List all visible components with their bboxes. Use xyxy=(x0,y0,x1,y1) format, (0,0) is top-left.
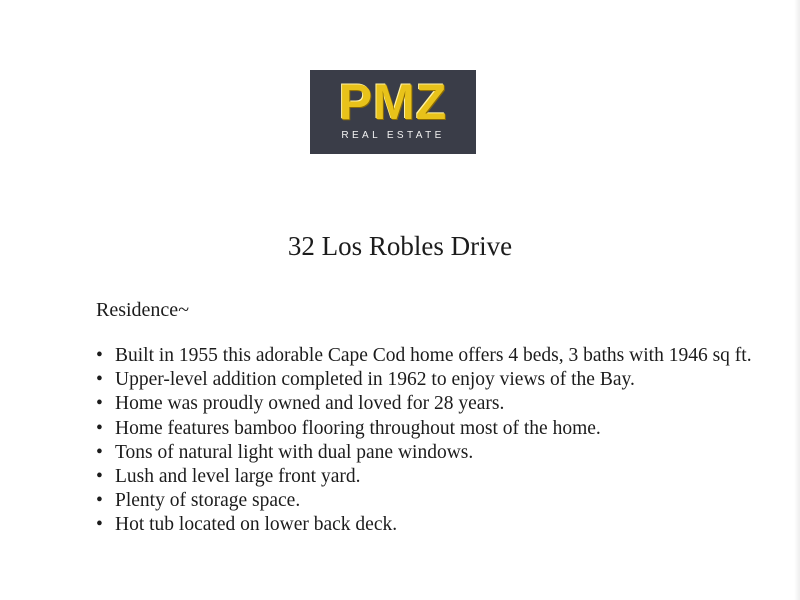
feature-text: Home was proudly owned and loved for 28 years. xyxy=(115,393,505,415)
list-item xyxy=(96,344,756,368)
list-item xyxy=(96,489,756,513)
section-label: Residence~ xyxy=(96,299,190,321)
feature-text: Built in 1955 this adorable Cape Cod home offers 4 beds, 3 baths with 1946 sq ft. xyxy=(115,345,752,366)
feature-text: Lush and level large front yard. xyxy=(115,466,361,488)
bullet-icon: • xyxy=(96,514,103,536)
feature-text: Upper-level addition completed in 1962 to enjoy views of the Bay. xyxy=(115,369,635,391)
bullet-icon: • xyxy=(96,466,103,488)
page-edge-shadow xyxy=(794,0,800,600)
property-title: 32 Los Robles Drive xyxy=(287,231,513,261)
logo-mark: PMZ xyxy=(338,74,448,130)
list-item xyxy=(96,368,756,392)
list-item xyxy=(96,513,756,537)
list-item xyxy=(96,441,756,465)
list-item xyxy=(96,392,756,416)
bullet-icon: • xyxy=(96,345,103,366)
feature-text: Tons of natural light with dual pane windows. xyxy=(115,441,474,463)
feature-text: Home features bamboo flooring throughout most of the home. xyxy=(115,417,601,439)
feature-text: Plenty of storage space. xyxy=(115,490,301,512)
bullet-icon: • xyxy=(96,369,103,391)
bullet-icon: • xyxy=(96,441,103,463)
feature-list xyxy=(96,344,756,538)
bullet-icon: • xyxy=(96,417,103,439)
bullet-icon: • xyxy=(96,393,103,415)
logo-subtitle: REAL ESTATE xyxy=(341,130,445,141)
list-item xyxy=(96,465,756,489)
pmz-real-estate-logo xyxy=(310,70,476,154)
feature-text: Hot tub located on lower back deck. xyxy=(115,514,398,536)
list-item xyxy=(96,417,756,441)
bullet-icon: • xyxy=(96,490,103,512)
